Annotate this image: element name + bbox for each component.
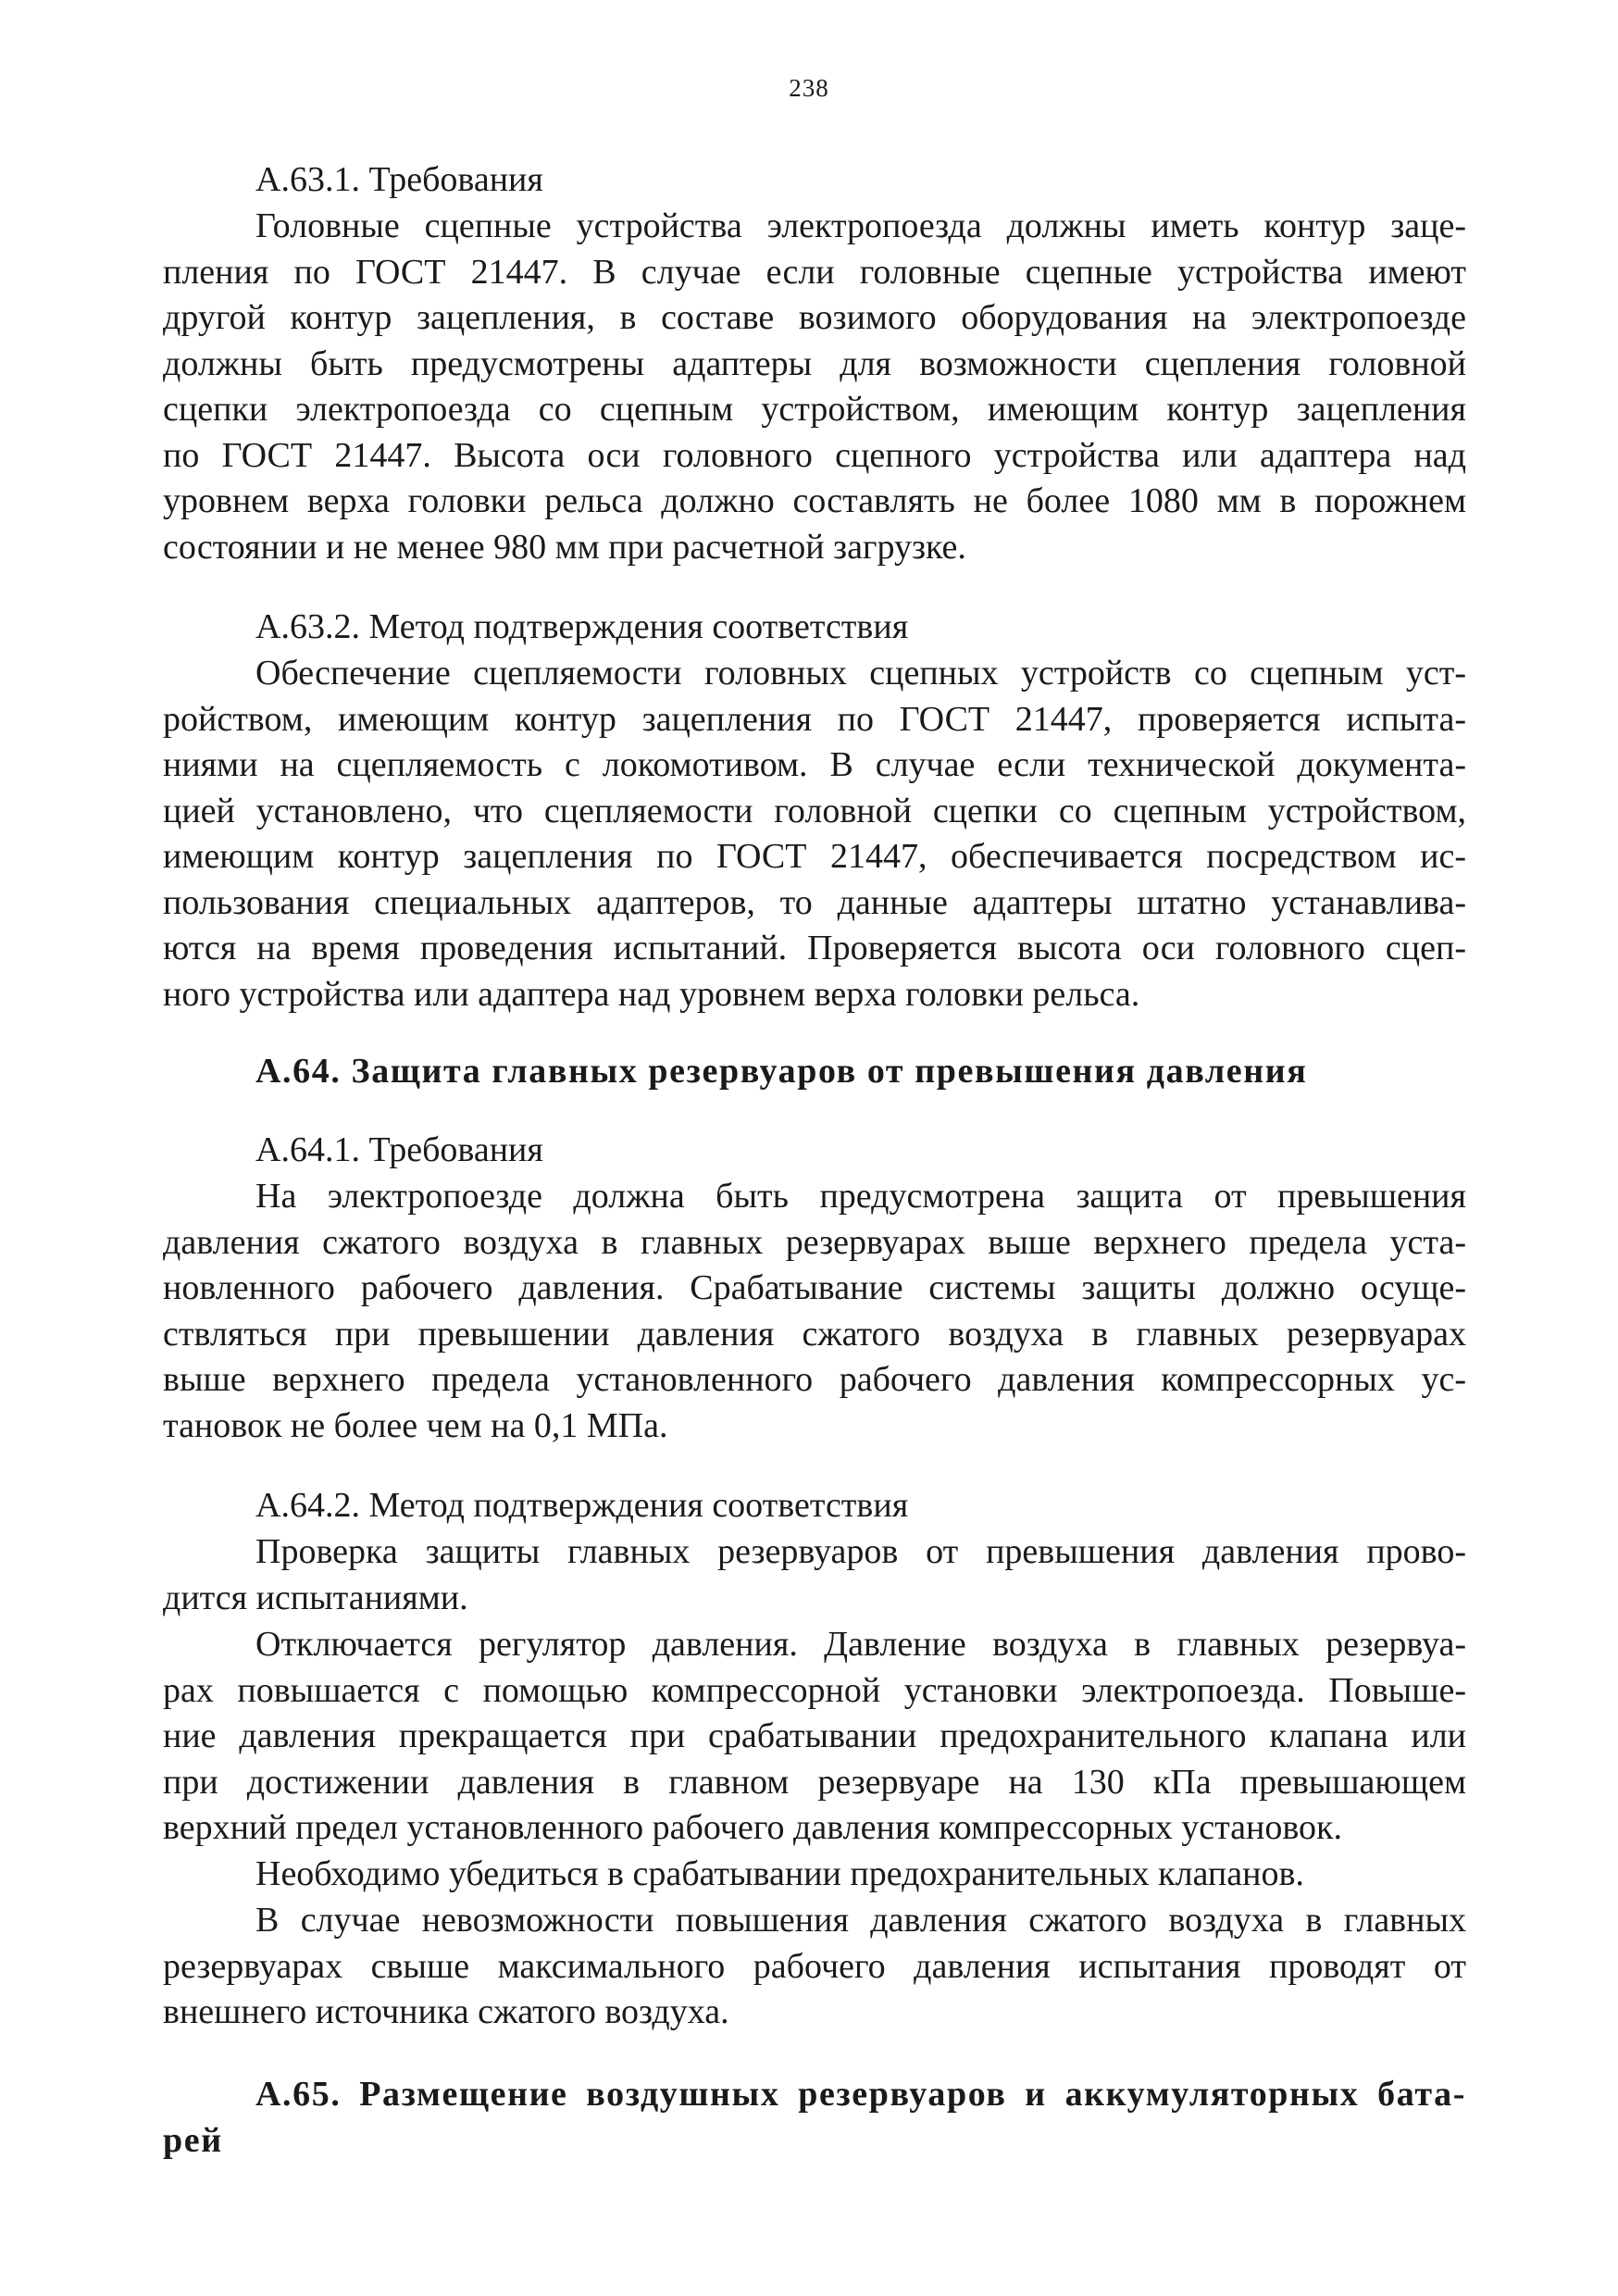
text-line: рах повышается с помощью компрессорной установки электропоезда. Повыше- (163, 1670, 1466, 1710)
text-line: внешнего источника сжатого воздуха. (163, 1992, 729, 2031)
paragraph-a64-2-1 (163, 1529, 1466, 1621)
text-line: На электропоезде должна быть предусмотрена защита от превышения (255, 1177, 1466, 1216)
text-line: имеющим контур зацепления по ГОСТ 21447, обеспечивается посредством ис- (163, 837, 1466, 876)
section-title-a65 (163, 2072, 1466, 2164)
text-line: Головные сцепные устройства электропоезда должны иметь контур заце- (255, 206, 1466, 245)
subsection-heading-a64-1: А.64.1. Требования (255, 1130, 543, 1169)
text-line: цией установлено, что сцепляемости головной сцепки со сцепным устройством, (163, 791, 1466, 830)
text-line: ниями на сцепляемость с локомотивом. В случае если технической документа- (163, 745, 1466, 784)
section-title-line: А.65. Размещение воздушных резервуаров и аккумуляторных бата- (255, 2075, 1466, 2114)
text-line: В случае невозможности повышения давления сжатого воздуха в главных (255, 1901, 1466, 1940)
text-line: пления по ГОСТ 21447. В случае если головные сцепные устройства имеют (163, 252, 1466, 292)
paragraph-a64-1 (163, 1174, 1466, 1449)
page-number: 238 (789, 74, 829, 102)
text-line: давления сжатого воздуха в главных резервуарах выше верхнего предела уста- (163, 1222, 1466, 1262)
text-line: сцепки электропоезда со сцепным устройством, имеющим контур зацепления (163, 390, 1466, 429)
text-line: выше верхнего предела установленного рабочего давления компрессорных ус- (163, 1360, 1466, 1399)
text-line: ствляться при превышении давления сжатого воздуха в главных резервуарах (163, 1314, 1466, 1354)
text-line: тановок не более чем на 0,1 МПа. (163, 1405, 668, 1445)
text-line: должны быть предусмотрены адаптеры для возможности сцепления головной (163, 343, 1466, 383)
text-line: другой контур зацепления, в составе возимого оборудования на электропоезде (163, 298, 1466, 337)
text-line: верхний предел установленного рабочего давления компрессорных установок. (163, 1808, 1343, 1847)
text-line: ются на время проведения испытаний. Проверяется высота оси головного сцеп- (163, 929, 1466, 967)
text-line: дится испытаниями. (163, 1578, 468, 1617)
subsection-heading-a64-2: А.64.2. Метод подтверждения соответствия (255, 1486, 909, 1525)
text-line: ройством, имеющим контур зацепления по ГОСТ 21447, проверяется испыта- (163, 699, 1466, 739)
text-line: Проверка защиты главных резервуаров от превышения давления прово- (255, 1532, 1466, 1571)
subsection-heading-a63-1: А.63.1. Требования (255, 160, 543, 199)
text-line: ние давления прекращается при срабатывании предохранительного клапана или (163, 1716, 1466, 1755)
text-line: состоянии и не менее 980 мм при расчетной загрузке. (163, 527, 966, 567)
text-line: новленного рабочего давления. Срабатывание системы защиты должно осуще- (163, 1268, 1466, 1307)
text-line: резервуарах свыше максимального рабочего давления испытания проводят от (163, 1946, 1466, 1986)
text-line: Отключается регулятор давления. Давление воздуха в главных резервуа- (255, 1625, 1466, 1664)
section-title-line: рей (163, 2120, 223, 2160)
text-line: уровнем верха головки рельса должно составлять не более 1080 мм в порожнем (163, 481, 1466, 520)
subsection-heading-a63-2: А.63.2. Метод подтверждения соответствия (255, 607, 909, 646)
text-line: Обеспечение сцепляемости головных сцепных устройств со сцепным уст- (255, 654, 1466, 693)
text-line: при достижении давления в главном резервуаре на 130 кПа превышающем (163, 1762, 1466, 1802)
paragraph-a63-2 (163, 651, 1466, 1017)
text-line: по ГОСТ 21447. Высота оси головного сцепного устройства или адаптера над (163, 435, 1466, 475)
text-line: Необходимо убедиться в срабатывании предохранительных клапанов. (255, 1854, 1304, 1893)
paragraph-a64-2-2 (163, 1622, 1466, 1852)
text-line: ного устройства или адаптера над уровнем верха головки рельса. (163, 974, 1140, 1014)
section-title-a64: А.64. Защита главных резервуаров от превышения давления (255, 1052, 1308, 1091)
text-line: пользования специальных адаптеров, то данные адаптеры штатно устанавлива- (163, 882, 1466, 922)
paragraph-a64-2-3 (163, 1852, 1466, 1898)
paragraph-a63-1 (163, 204, 1466, 570)
paragraph-a64-2-4 (163, 1898, 1466, 2036)
